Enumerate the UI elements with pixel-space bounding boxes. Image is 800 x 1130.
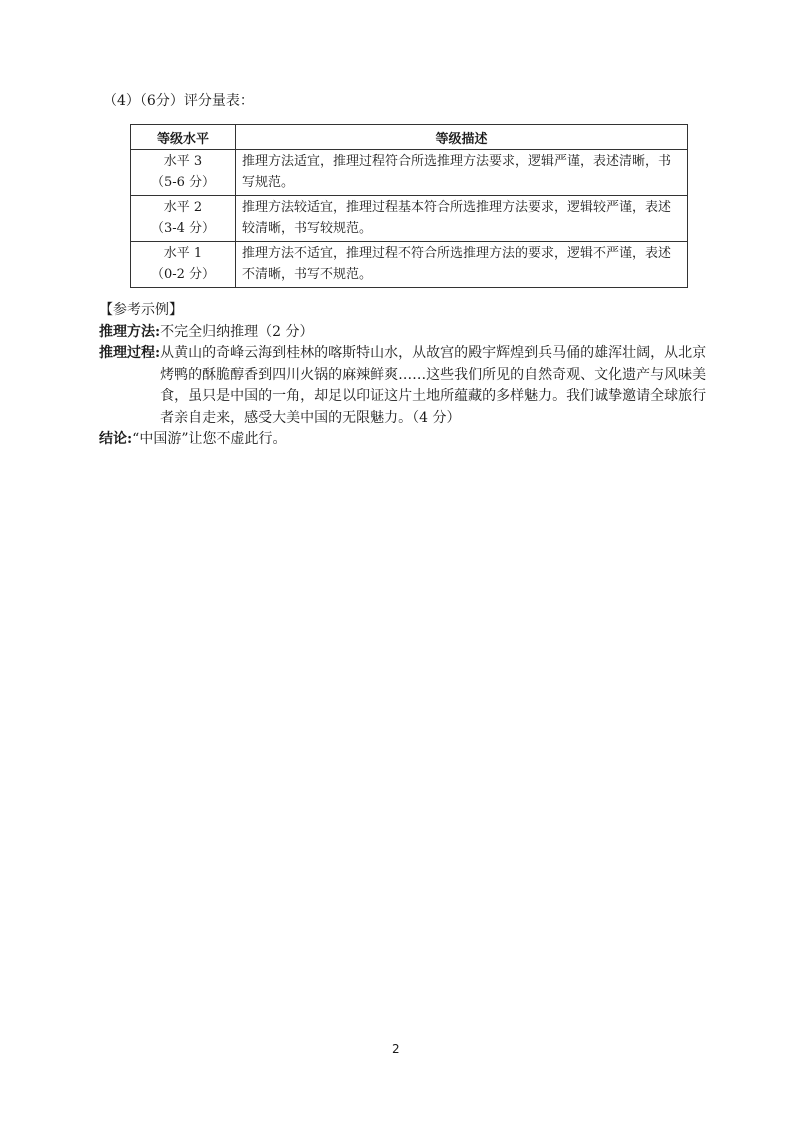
example-title: 【参考示例】 xyxy=(99,302,183,318)
reference-example xyxy=(99,300,719,451)
level-label: 水平 1 xyxy=(163,246,203,261)
page-number: 2 xyxy=(392,1042,400,1056)
level-cell xyxy=(131,196,236,242)
level-score: （0-2 分） xyxy=(150,267,216,282)
process-line xyxy=(99,343,719,429)
description-cell: 推理方法适宜，推理过程符合所选推理方法要求，逻辑严谨，表述清晰，书写规范。 xyxy=(236,150,688,196)
level-score: （3-4 分） xyxy=(150,221,216,236)
process-text: 从黄山的奇峰云海到桂林的喀斯特山水，从故宫的殿宇辉煌到兵马俑的雄浑壮阔，从北京烤鸭的酥脆醇香到四川火锅的麻辣鲜爽……这些我们所见的自然奇观、文化遗产与风味美食，虽只是中国的一角，却足以印证这片土地所蕴藏的多样魅力。我们诚挚邀请全球旅行者亲自走来，感受大美中国的无限魅力。（4 分） xyxy=(160,345,707,426)
table-header-row xyxy=(131,125,688,150)
method-text: 不完全归纳推理（2 分） xyxy=(160,323,314,340)
level-cell xyxy=(131,242,236,288)
description-cell: 推理方法不适宜，推理过程不符合所选推理方法的要求，逻辑不严谨，表述不清晰，书写不规范。 xyxy=(236,242,688,288)
table-row xyxy=(131,242,688,288)
level-score: （5-6 分） xyxy=(150,175,216,190)
process-label: 推理过程: xyxy=(99,345,161,361)
method-line xyxy=(99,322,719,344)
level-label: 水平 2 xyxy=(163,200,203,215)
header-level: 等级水平 xyxy=(131,125,236,150)
header-description: 等级描述 xyxy=(236,125,688,150)
table-row xyxy=(131,150,688,196)
method-label: 推理方法: xyxy=(99,323,161,340)
level-cell xyxy=(131,150,236,196)
level-label: 水平 3 xyxy=(163,154,203,169)
rubric-table xyxy=(130,124,688,288)
conclusion-line xyxy=(99,429,719,451)
question-heading: （4）（6分）评分量表： xyxy=(103,93,254,109)
description-cell: 推理方法较适宜，推理过程基本符合所选推理方法要求，逻辑较严谨，表述较清晰，书写较规范。 xyxy=(236,196,688,242)
conclusion-label: 结论: xyxy=(99,431,133,447)
table-row xyxy=(131,196,688,242)
conclusion-text: “中国游”让您不虚此行。 xyxy=(132,431,287,447)
